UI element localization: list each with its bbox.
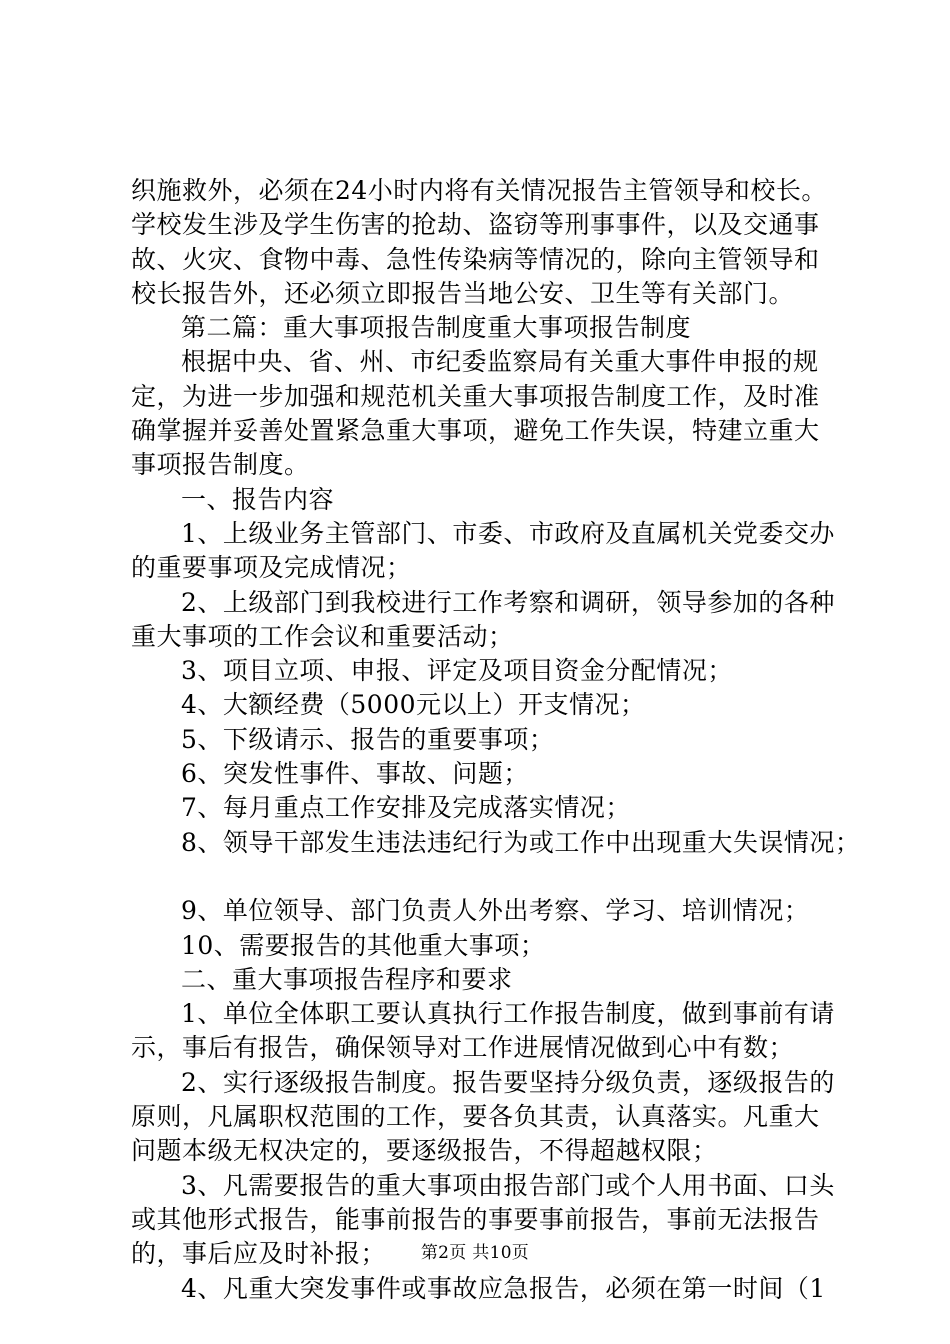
paragraph-line: 的重要事项及完成情况； (131, 553, 412, 583)
paragraph-line: 确掌握并妥善处置紧急重大事项，避免工作失误，特建立重大 (131, 416, 820, 446)
paragraph-line: 1、单位全体职工要认真执行工作报告制度，做到事前有请 (181, 999, 835, 1029)
paragraph-line: 5、下级请示、报告的重要事项； (181, 724, 555, 754)
paragraph-line: 原则，凡属职权范围的工作，要各负其责，认真落实。凡重大 (131, 1102, 820, 1132)
paragraph-line: 4、凡重大突发事件或事故应急报告，必须在第一时间（1 (181, 1273, 826, 1303)
paragraph-line: 故、火灾、食物中毒、急性传染病等情况的，除向主管领导和 (131, 244, 820, 274)
paragraph-line: 8、领导干部发生违法违纪行为或工作中出现重大失误情况； (181, 827, 861, 857)
paragraph-line: 根据中央、省、州、市纪委监察局有关重大事件申报的规 (181, 347, 819, 377)
paragraph-line: 二、重大事项报告程序和要求 (181, 964, 513, 994)
paragraph-line: 3、项目立项、申报、评定及项目资金分配情况； (181, 656, 733, 686)
paragraph-line: 10、需要报告的其他重大事项； (181, 930, 546, 960)
paragraph-line: 重大事项的工作会议和重要活动； (131, 621, 514, 651)
paragraph-line: 问题本级无权决定的，要逐级报告，不得超越权限； (131, 1136, 718, 1166)
paragraph-line: 第二篇：重大事项报告制度重大事项报告制度 (181, 313, 692, 343)
blank-line (131, 860, 851, 894)
paragraph-line: 事项报告制度。 (131, 450, 310, 480)
paragraph-line: 学校发生涉及学生伤害的抢劫、盗窃等刑事事件，以及交通事 (131, 210, 820, 240)
paragraph-line: 织施救外，必须在24小时内将有关情况报告主管领导和校长。 (131, 176, 827, 205)
document-body (131, 174, 861, 1306)
paragraph-line: 的，事后应及时补报； (131, 1239, 387, 1269)
paragraph-line: 3、凡需要报告的重大事项由报告部门或个人用书面、口头 (181, 1170, 835, 1200)
paragraph-line: 示，事后有报告，确保领导对工作进展情况做到心中有数； (131, 1033, 795, 1063)
paragraph-line: 2、实行逐级报告制度。报告要坚持分级负责，逐级报告的 (181, 1067, 835, 1097)
paragraph-line: 9、单位领导、部门负责人外出考察、学习、培训情况； (181, 896, 810, 926)
paragraph-line: 定，为进一步加强和规范机关重大事项报告制度工作，及时准 (131, 381, 820, 411)
paragraph-line: 一、报告内容 (181, 484, 335, 514)
page-footer: 第2页 共10页 (420, 1243, 530, 1263)
paragraph-line: 6、突发性事件、事故、问题； (181, 759, 529, 789)
paragraph-line: 7、每月重点工作安排及完成落实情况； (181, 793, 631, 823)
paragraph-line: 或其他形式报告，能事前报告的事要事前报告，事前无法报告 (131, 1204, 820, 1234)
paragraph-line: 2、上级部门到我校进行工作考察和调研，领导参加的各种 (181, 587, 835, 617)
paragraph-line: 校长报告外，还必须立即报告当地公安、卫生等有关部门。 (131, 278, 795, 308)
paragraph-line: 4、大额经费（5000元以上）开支情况； (181, 690, 646, 720)
paragraph-line: 1、上级业务主管部门、市委、市政府及直属机关党委交办 (181, 518, 835, 548)
